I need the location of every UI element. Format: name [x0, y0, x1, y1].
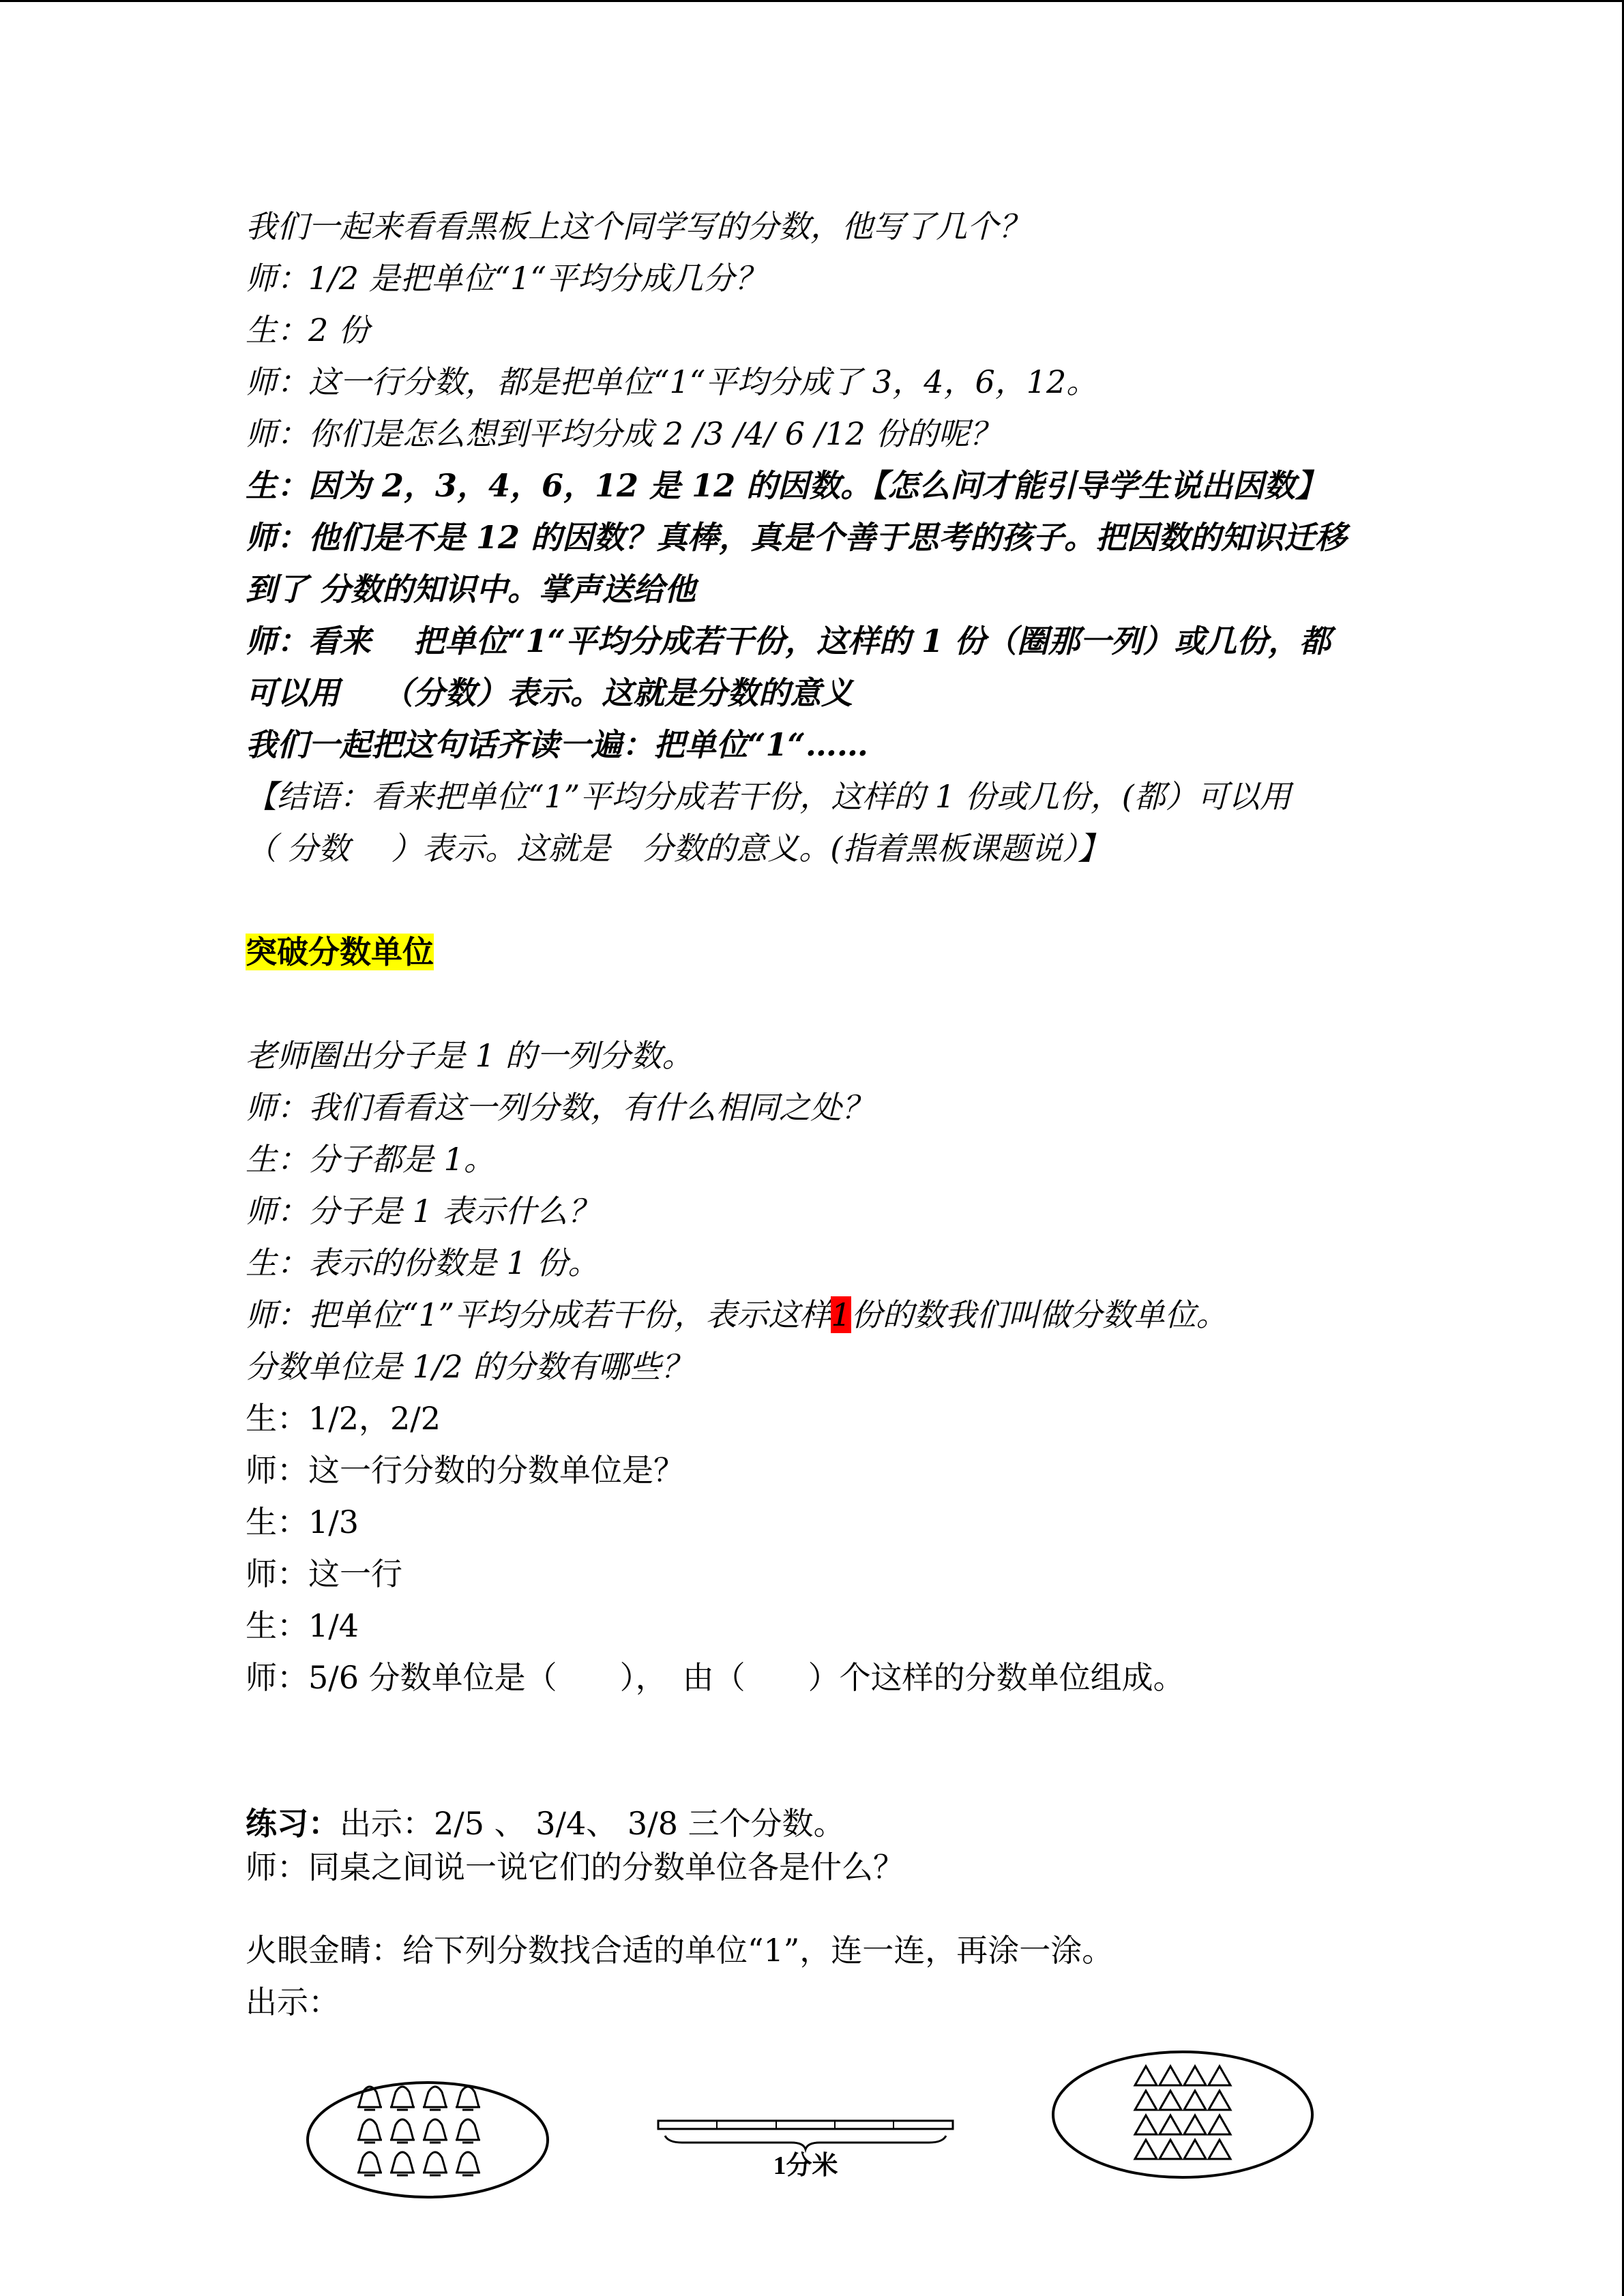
text-line: 师：1/2 是把单位“1“平均分成几分？	[246, 260, 766, 297]
triangle-icon	[1184, 2115, 1206, 2134]
practice-text: 出示：2/5 、 3/4、 3/8 三个分数。	[340, 1805, 845, 1842]
triangle-icon	[1160, 2140, 1181, 2159]
triangles-ellipse	[1053, 2052, 1312, 2177]
section-heading-text: 突破分数单位	[246, 934, 434, 970]
triangle-icon	[1184, 2140, 1206, 2159]
triangle-icon	[1135, 2091, 1157, 2110]
highlight-mark: 1	[831, 1296, 851, 1333]
bold-text-line: 到了 分数的知识中。掌声送给他	[246, 571, 696, 608]
text-line: 师：这一行分数的分数单位是？	[246, 1452, 685, 1489]
triangle-icon	[1184, 2066, 1206, 2085]
bells-figure	[308, 2083, 548, 2197]
text-line: 生：1/2，2/2	[246, 1400, 441, 1437]
summary-line: （ 分数 ）表示。这就是 分数的意义。(指着黑板课题说）】	[246, 830, 1110, 867]
bold-text-line: 我们一起把这句话齐读一遍：把单位“1“……	[246, 726, 868, 763]
text-line: 分数单位是 1/2 的分数有哪些？	[246, 1348, 693, 1385]
triangle-icon	[1209, 2115, 1230, 2134]
triangle-icon	[1135, 2140, 1157, 2159]
bell-icon	[390, 2152, 415, 2175]
triangle-icon	[1160, 2115, 1181, 2134]
text-line: 生：2 份	[246, 312, 370, 348]
text-line: 生：1/3	[246, 1504, 359, 1540]
triangle-icon	[1160, 2091, 1181, 2110]
text-line: 出示：	[246, 1984, 340, 2021]
text-line: 师：你们是怎么想到平均分成 2 /3 /4/ 6 /12 份的呢？	[246, 415, 1001, 452]
text-line: 师：这一行	[246, 1555, 402, 1592]
text-line: 我们一起来看看黑板上这个同学写的分数，他写了几个？	[246, 208, 1030, 245]
bell-icon	[456, 2152, 480, 2175]
bell-icon	[423, 2152, 447, 2175]
bold-text-line: 师：他们是不是 12 的因数？真棒，真是个善于思考的孩子。把因数的知识迁移	[246, 519, 1347, 556]
triangles-figure	[1053, 2052, 1312, 2177]
bell-icon	[357, 2152, 382, 2175]
text-line: 老师圈出分子是 1 的一列分数。	[246, 1037, 694, 1074]
text-line: 师：分子是 1 表示什么？	[246, 1193, 600, 1229]
bell-icon	[423, 2119, 447, 2143]
text-line: 师：5/6 分数单位是（ ）， 由（ ）个这样的分数单位组成。	[246, 1659, 1185, 1696]
triangle-icon	[1135, 2066, 1157, 2085]
triangle-icon	[1209, 2091, 1230, 2110]
text-line: 师：我们看看这一列分数，有什么相同之处？	[246, 1089, 873, 1126]
text-line: 生：表示的份数是 1 份。	[246, 1244, 600, 1281]
practice-label: 练习：	[246, 1805, 340, 1842]
bell-icon	[423, 2087, 447, 2110]
text-line: 生：分子都是 1。	[246, 1141, 495, 1178]
ruler-label: 1分米	[773, 2151, 838, 2180]
text-line: 生：1/4	[246, 1607, 359, 1644]
bell-icon	[456, 2087, 480, 2110]
ruler-bar	[658, 2121, 953, 2129]
bold-text-line: 生：因为 2，3，4，6，12 是 12 的因数。【怎么问才能引导学生说出因数】	[246, 467, 1327, 504]
text-line: 师：这一行分数，都是把单位“1“平均分成了 3，4，6，12。	[246, 363, 1098, 400]
unit-line-after: 份的数我们叫做分数单位。	[851, 1296, 1228, 1333]
bell-icon	[357, 2119, 382, 2143]
ruler-figure	[658, 2121, 953, 2180]
triangle-icon	[1184, 2091, 1206, 2110]
bold-text-line: 可以用 （分数）表示。这就是分数的意义	[246, 674, 853, 711]
ruler-brace	[665, 2136, 946, 2149]
triangle-icon	[1209, 2140, 1230, 2159]
bold-text-line: 师：看来 把单位“1“平均分成若干份，这样的 1 份（圈那一列）或几份，都	[246, 623, 1331, 659]
triangle-icon	[1135, 2115, 1157, 2134]
bell-icon	[390, 2119, 415, 2143]
triangle-icon	[1160, 2066, 1181, 2085]
unit-line-before: 师：把单位“1”平均分成若干份，表示这样	[246, 1296, 831, 1333]
bell-icon	[390, 2087, 415, 2110]
triangle-icon	[1209, 2066, 1230, 2085]
summary-line: 【结语：看来把单位“1”平均分成若干份，这样的 1 份或几份，(都）可以用	[246, 778, 1291, 815]
text-line: 火眼金睛：给下列分数找合适的单位“1”，连一连，再涂一涂。	[246, 1932, 1114, 1969]
text-line: 师：同桌之间说一说它们的分数单位各是什么？	[246, 1849, 904, 1885]
bell-icon	[456, 2119, 480, 2143]
